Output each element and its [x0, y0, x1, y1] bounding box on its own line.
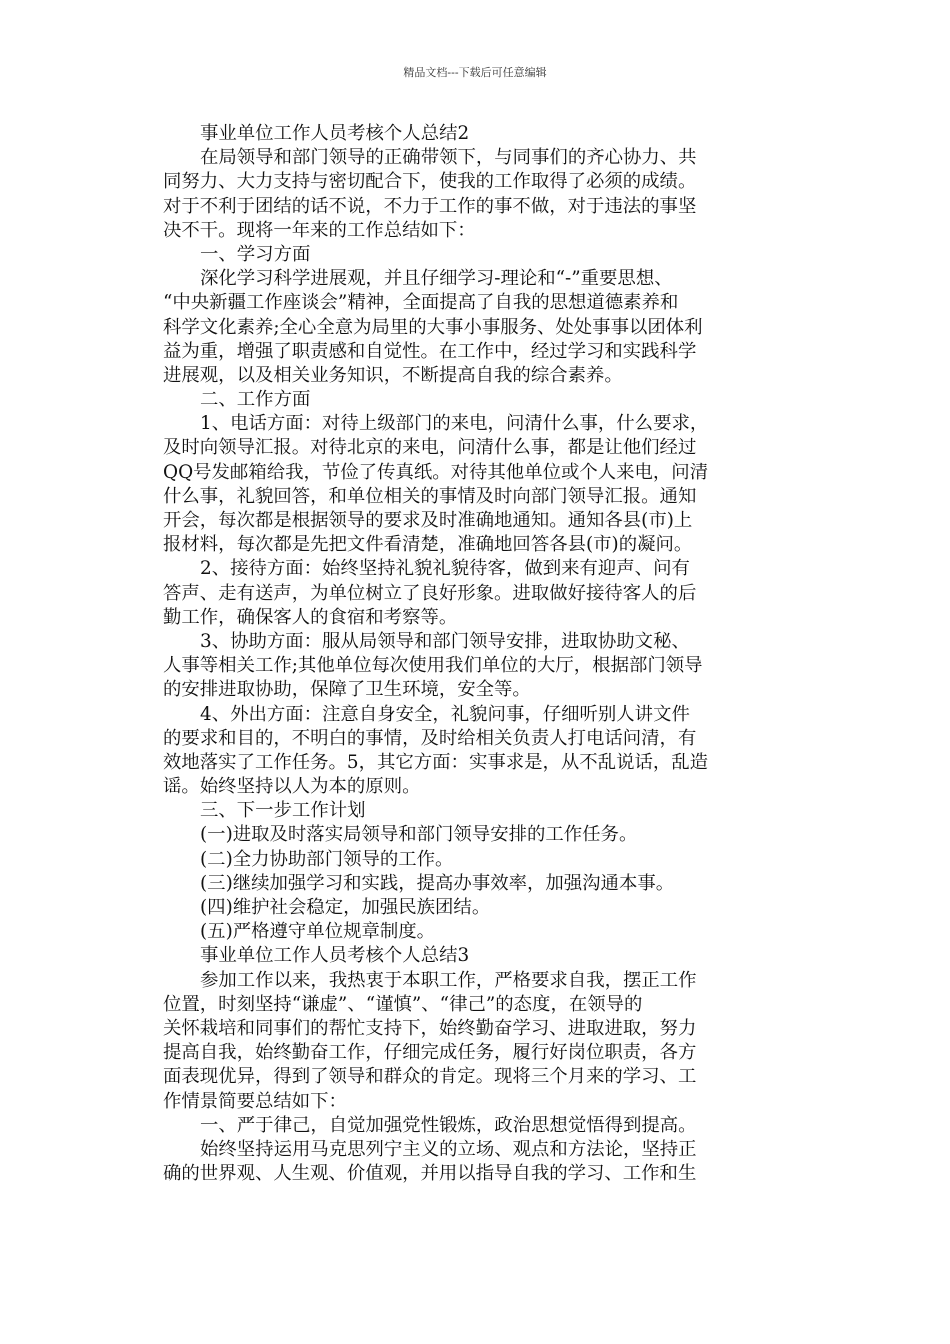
paragraph-line: 面表现优异，得到了领导和群众的肯定。现将三个月来的学习、工: [163, 1066, 697, 1088]
paragraph-line: QQ号发邮箱给我，节俭了传真纸。对待其他单位或个人来电，问清: [163, 461, 709, 483]
document-body: [163, 122, 823, 1186]
paragraph-line: 对于不利于团结的话不说，不力于工作的事不做，对于违法的事坚: [163, 195, 697, 217]
paragraph-line: (三)继续加强学习和实践，提高办事效率，加强沟通本事。: [200, 872, 675, 894]
paragraph-line: 决不干。现将一年来的工作总结如下：: [163, 219, 476, 241]
paragraph-line: 人事等相关工作;其他单位每次使用我们单位的大厅，根据部门领导: [163, 655, 703, 677]
paragraph-line: “中央新疆工作座谈会”精神，全面提高了自我的思想道德素养和: [163, 292, 679, 314]
paragraph-line: (四)维护社会稳定，加强民族团结。: [200, 897, 491, 918]
paragraph-line: 参加工作以来，我热衷于本职工作，严格要求自我，摆正工作: [200, 969, 697, 991]
paragraph-line: (五)严格遵守单位规章制度。: [200, 921, 436, 943]
paragraph-line: 的要求和目的，不明白的事情，及时给相关负责人打电话问清，有: [163, 727, 697, 749]
section-heading-line: 一、严于律己，自觉加强党性锻炼，政治思想觉悟得到提高。: [200, 1114, 697, 1136]
paragraph-line: 4、外出方面：注意自身安全，礼貌问事，仔细听别人讲文件: [200, 703, 690, 725]
paragraph-line: 谣。始终坚持以人为本的原则。: [163, 776, 421, 798]
paragraph-line: 确的世界观、人生观、价值观，并用以指导自我的学习、工作和生: [163, 1163, 697, 1185]
section-heading-line: 事业单位工作人员考核个人总结3: [200, 945, 470, 967]
paragraph-line: 及时向领导汇报。对待北京的来电，问清什么事，都是让他们经过: [163, 437, 697, 459]
paragraph-line: 3、协助方面：服从局领导和部门领导安排，进取协助文秘、: [200, 630, 690, 652]
section-heading-line: 二、工作方面: [200, 389, 311, 411]
paragraph-line: 在局领导和部门领导的正确带领下，与同事们的齐心协力、共: [200, 147, 697, 169]
paragraph-line: (二)全力协助部门领导的工作。: [200, 848, 454, 870]
paragraph-line: 报材料，每次都是先把文件看清楚，准确地回答各县(市)的凝问。: [163, 534, 693, 556]
paragraph-line: 什么事，礼貌回答，和单位相关的事情及时向部门领导汇报。通知: [163, 485, 697, 507]
paragraph-line: 进展观，以及相关业务知识，不断提高自我的综合素养。: [163, 364, 623, 386]
paragraph-line: 始终坚持运用马克思列宁主义的立场、观点和方法论，坚持正: [200, 1138, 697, 1160]
page-header: 精品文档---下载后可任意编辑: [403, 66, 547, 79]
paragraph-line: 答声、走有送声，为单位树立了良好形象。进取做好接待客人的后: [163, 582, 697, 604]
paragraph-line: 科学文化素养;全心全意为局里的大事小事服务、处处事事以团体利: [163, 316, 703, 338]
paragraph-line: 关怀栽培和同事们的帮忙支持下，始终勤奋学习、进取进取，努力: [163, 1017, 697, 1039]
paragraph-line: 2、接待方面：始终坚持礼貌礼貌待客，做到来有迎声、问有: [200, 558, 690, 580]
paragraph-line: 同努力、大力支持与密切配合下，使我的工作取得了必须的成绩。: [163, 171, 697, 193]
section-heading-line: 事业单位工作人员考核个人总结2: [200, 123, 470, 144]
paragraph-line: 效地落实了工作任务。5，其它方面：实事求是，从不乱说话，乱造: [163, 751, 709, 773]
paragraph-line: 勤工作，确保客人的食宿和考察等。: [163, 606, 458, 628]
paragraph-line: 1、电话方面：对待上级部门的来电，问清什么事，什么要求，: [200, 413, 709, 435]
paragraph-line: 深化学习科学进展观，并且仔细学习-理论和“-”重要思想、: [200, 268, 673, 290]
paragraph-line: 开会，每次都是根据领导的要求及时准确地通知。通知各县(市)上: [163, 510, 693, 531]
paragraph-line: 位置，时刻坚持“谦虚”、“谨慎”、“律己”的态度，在领导的: [163, 993, 643, 1015]
paragraph-line: 提高自我，始终勤奋工作，仔细完成任务，履行好岗位职责，各方: [163, 1042, 697, 1064]
section-heading-line: 一、学习方面: [200, 243, 311, 265]
section-heading-line: 三、下一步工作计划: [200, 800, 366, 822]
paragraph-line: 益为重，增强了职责感和自觉性。在工作中，经过学习和实践科学: [163, 340, 697, 362]
paragraph-line: 作情景简要总结如下：: [163, 1090, 347, 1112]
paragraph-line: (一)进取及时落实局领导和部门领导安排的工作任务。: [200, 824, 638, 846]
paragraph-line: 的安排进取协助，保障了卫生环境，安全等。: [163, 679, 531, 701]
